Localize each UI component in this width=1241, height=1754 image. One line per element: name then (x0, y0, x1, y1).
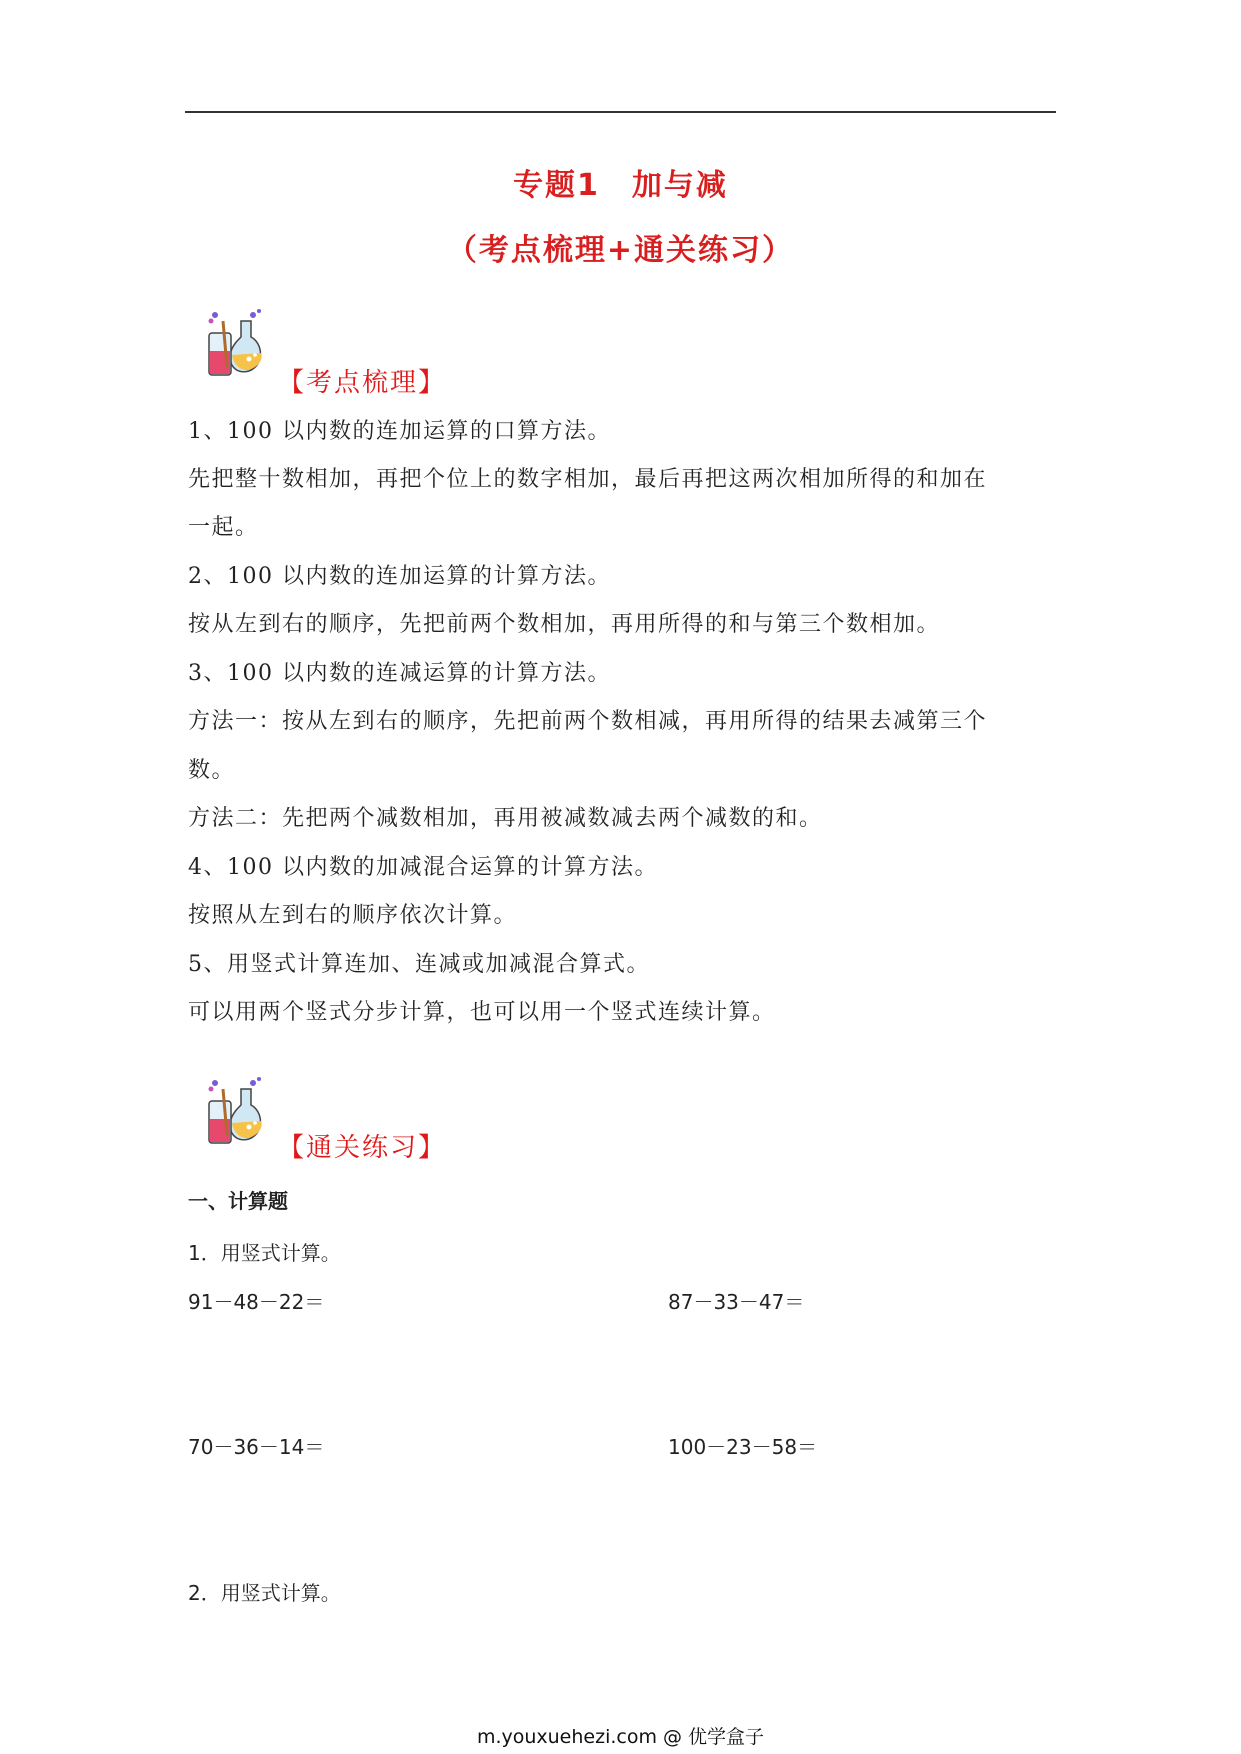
page-subtitle: （考点梳理+通关练习） (446, 233, 795, 268)
point-line: 按从左到右的顺序，先把前两个数相加，再用所得的和与第三个数相加。 (188, 612, 941, 637)
lab-flask-icon (205, 1075, 267, 1155)
part-title: 一、计算题 (188, 1189, 288, 1213)
expression: 70－36－14＝ (188, 1435, 325, 1459)
point-line: 2、100 以内数的连加运算的计算方法。 (188, 564, 611, 589)
section-head-practice: 【通关练习】 (278, 1133, 447, 1163)
footer-source: m.youxuehezi.com @ 优学盒子 (476, 1726, 765, 1748)
question-label: 2．用竖式计算。 (188, 1581, 341, 1605)
point-line: 3、100 以内数的连减运算的计算方法。 (188, 661, 611, 686)
point-line: 方法一：按从左到右的顺序，先把前两个数相减，再用所得的结果去减第三个 (188, 709, 988, 734)
header-rule (185, 111, 1056, 113)
section-head-points: 【考点梳理】 (278, 368, 447, 398)
point-line: 先把整十数相加，再把个位上的数字相加，最后再把这两次相加所得的和加在 (188, 467, 988, 492)
point-line: 一起。 (188, 515, 259, 540)
point-line: 1、100 以内数的连加运算的口算方法。 (188, 419, 611, 444)
lab-flask-icon (205, 307, 267, 387)
point-line: 方法二：先把两个减数相加，再用被减数减去两个减数的和。 (188, 806, 823, 831)
expression: 100－23－58＝ (668, 1435, 818, 1459)
question-label: 1．用竖式计算。 (188, 1241, 341, 1265)
point-line: 数。 (188, 758, 236, 783)
point-line: 按照从左到右的顺序依次计算。 (188, 903, 518, 928)
expression: 87－33－47＝ (668, 1290, 805, 1314)
point-line: 可以用两个竖式分步计算，也可以用一个竖式连续计算。 (188, 1000, 776, 1025)
expression: 91－48－22＝ (188, 1290, 325, 1314)
point-line: 4、100 以内数的加减混合运算的计算方法。 (188, 855, 658, 880)
page-title: 专题1 加与减 (513, 168, 728, 203)
point-line: 5、用竖式计算连加、连减或加减混合算式。 (188, 952, 650, 977)
